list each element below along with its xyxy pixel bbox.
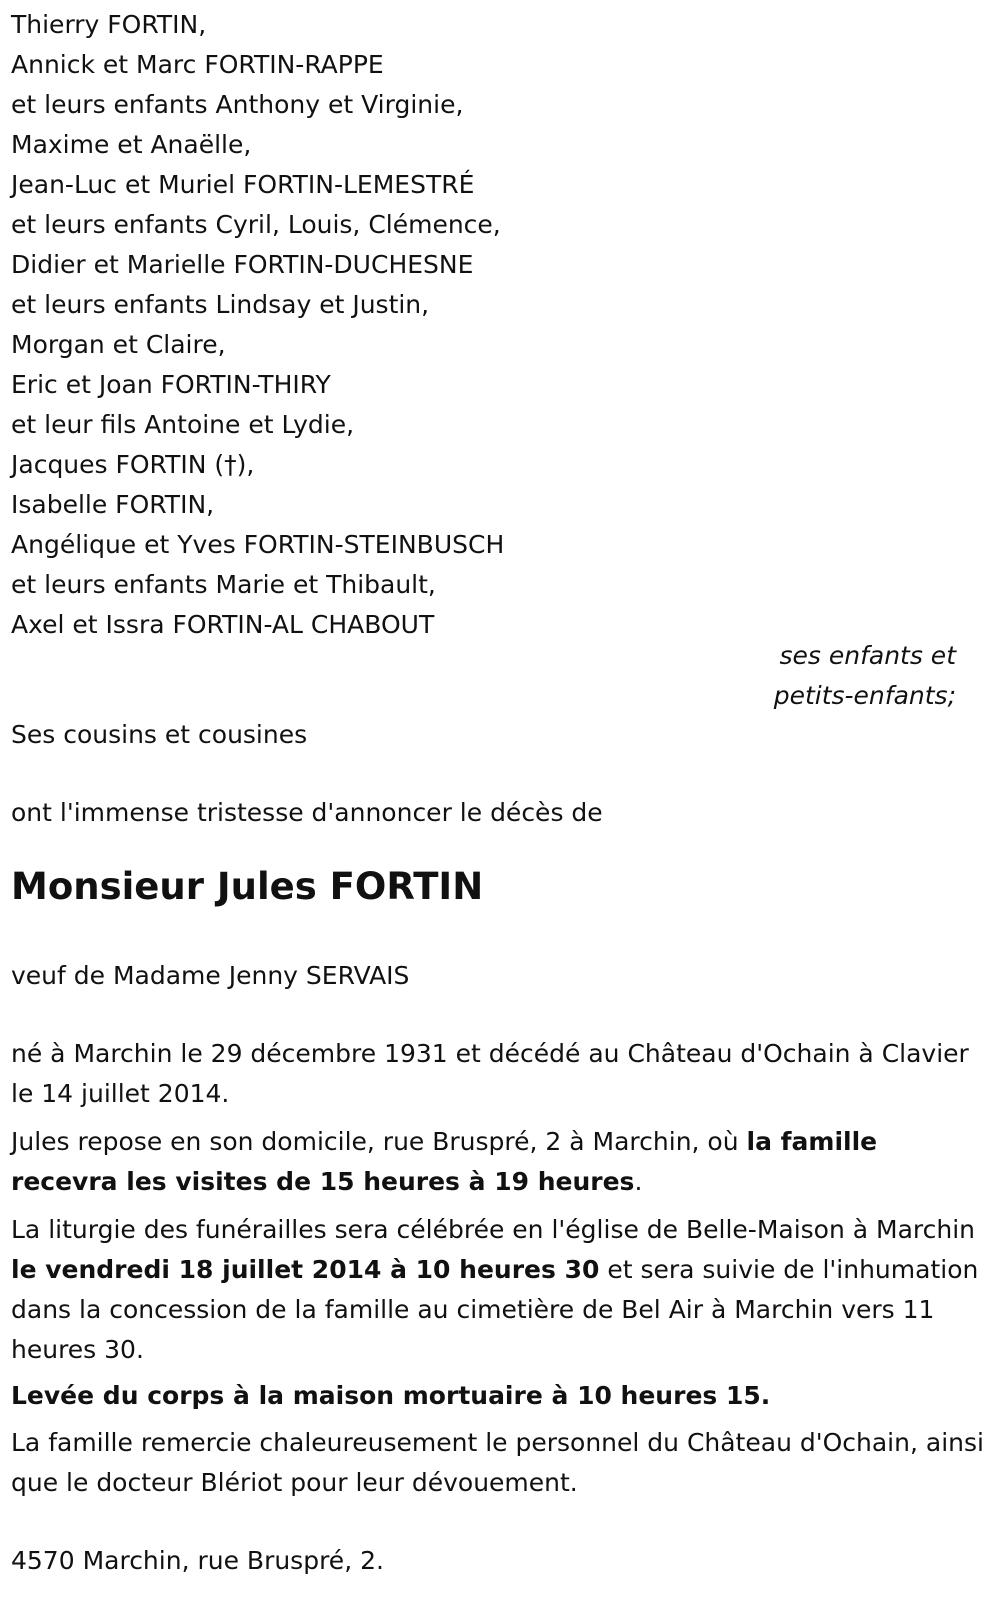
widower-line: veuf de Madame Jenny SERVAIS bbox=[11, 961, 410, 990]
family-line: et leurs enfants Cyril, Louis, Clémence, bbox=[11, 210, 501, 239]
levee-paragraph: Levée du corps à la maison mortuaire à 10 heures 15. bbox=[11, 1381, 771, 1410]
family-line: Eric et Joan FORTIN-THIRY bbox=[11, 370, 331, 399]
relation-line: petits-enfants; bbox=[773, 681, 956, 710]
family-line: et leurs enfants Marie et Thibault, bbox=[11, 570, 436, 599]
family-line: et leurs enfants Anthony et Virginie, bbox=[11, 90, 464, 119]
family-line: et leurs enfants Lindsay et Justin, bbox=[11, 290, 430, 319]
family-line: Isabelle FORTIN, bbox=[11, 490, 215, 519]
birth-death-paragraph: né à Marchin le 29 décembre 1931 et décédé au Château d'Ochain à Clavier le 14 juillet 2014. bbox=[11, 1039, 969, 1108]
family-line: Angélique et Yves FORTIN-STEINBUSCH bbox=[11, 530, 505, 559]
family-line: Jacques FORTIN (†), bbox=[11, 450, 255, 479]
family-line: Jean-Luc et Muriel FORTIN-LEMESTRÉ bbox=[11, 170, 475, 199]
liturgy-paragraph bbox=[11, 1210, 986, 1370]
family-line: Morgan et Claire, bbox=[11, 330, 226, 359]
liturgy-text: La liturgie des funérailles sera célébrée en l'église de Belle-Maison à Marchin bbox=[11, 1215, 976, 1244]
announcement-line: ont l'immense tristesse d'annoncer le décès de bbox=[11, 798, 603, 827]
relation-line: ses enfants et bbox=[779, 641, 956, 670]
address-line: 4570 Marchin, rue Bruspré, 2. bbox=[11, 1546, 384, 1575]
visits-end: . bbox=[634, 1167, 643, 1196]
family-line: Thierry FORTIN, bbox=[11, 10, 207, 39]
relation-caption bbox=[774, 636, 956, 716]
family-list bbox=[11, 5, 504, 645]
visits-text: Jules repose en son domicile, rue Bruspré, 2 à Marchin, où bbox=[11, 1127, 747, 1156]
family-line: Axel et Issra FORTIN-AL CHABOUT bbox=[11, 610, 435, 639]
family-line: Maxime et Anaëlle, bbox=[11, 130, 252, 159]
deceased-name: Monsieur Jules FORTIN bbox=[11, 865, 484, 908]
visits-emphasis: la famille recevra les visites de 15 heures à 19 heures bbox=[11, 1127, 878, 1196]
family-line: et leur fils Antoine et Lydie, bbox=[11, 410, 355, 439]
liturgy-end: et sera suivie de l'inhumation dans la concession de la famille au cimetière de Bel Air à Marchin vers 11 heures 30. bbox=[11, 1255, 979, 1364]
visits-paragraph bbox=[11, 1122, 986, 1202]
liturgy-emphasis: le vendredi 18 juillet 2014 à 10 heures 30 bbox=[11, 1255, 600, 1284]
family-line: Annick et Marc FORTIN-RAPPE bbox=[11, 50, 384, 79]
family-line: Didier et Marielle FORTIN-DUCHESNE bbox=[11, 250, 474, 279]
thanks-paragraph: La famille remercie chaleureusement le personnel du Château d'Ochain, ainsi que le docteur Blériot pour leur dévouement. bbox=[11, 1428, 984, 1497]
cousins-line: Ses cousins et cousines bbox=[11, 720, 308, 749]
